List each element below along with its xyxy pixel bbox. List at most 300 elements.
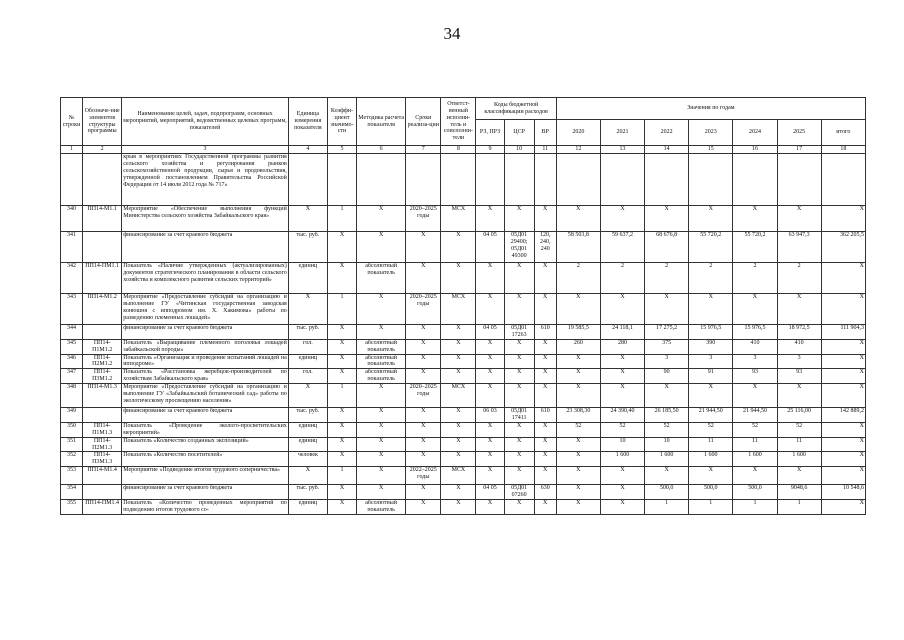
cell-value: 26 185,50 [645, 408, 689, 423]
cell-value: X [600, 485, 644, 500]
table-row [61, 354, 866, 369]
cell-value: 11 [733, 437, 777, 452]
cell-unit: единиц [288, 437, 327, 452]
cell-value: 55 720,2 [733, 232, 777, 263]
cell-value: 410 [733, 339, 777, 354]
cell-value: 52 [689, 422, 733, 437]
cell-value: 10 [645, 437, 689, 452]
cell-coef: X [327, 437, 356, 452]
cell-row-number: 347 [61, 369, 83, 384]
continuation-row [61, 154, 866, 206]
cell-coef: 1 [327, 206, 356, 232]
column-number: 4 [288, 146, 327, 154]
cell-coef: X [327, 263, 356, 294]
cell-method: абсолютный показатель [357, 369, 406, 384]
header-period: Сроки реализа-ции [406, 98, 441, 146]
cell-unit: единиц [288, 354, 327, 369]
column-number: 6 [357, 146, 406, 154]
cell-value: X [556, 485, 600, 500]
cell-total: X [821, 384, 865, 408]
column-number: 17 [777, 146, 821, 154]
column-numbers-row [61, 146, 866, 154]
cell-responsible: X [441, 339, 476, 354]
cell-csr: X [504, 294, 534, 325]
cell-unit: гол. [288, 339, 327, 354]
header-vr: ВР [534, 120, 556, 146]
cell-total: X [821, 437, 865, 452]
cell-name: Показатель «Выращивание племенного поголовья лошадей забайкальской породы» [123, 339, 287, 353]
cell-coef: X [327, 452, 356, 467]
cell-value: X [777, 384, 821, 408]
column-number: 14 [645, 146, 689, 154]
cell-value: 500,0 [733, 485, 777, 500]
cell-responsible: МСХ [441, 467, 476, 485]
column-number: 13 [600, 146, 644, 154]
cell-csr: X [504, 422, 534, 437]
table-row [61, 384, 866, 408]
cell-vr: X [534, 206, 556, 232]
cell-unit: единиц [288, 422, 327, 437]
cell-row-number: 352 [61, 452, 83, 467]
table-row [61, 437, 866, 452]
cell-value: 55 720,2 [689, 232, 733, 263]
cell-value: X [556, 467, 600, 485]
table-row [61, 500, 866, 515]
cell-vr: X [534, 354, 556, 369]
cell-unit: гол. [288, 369, 327, 384]
cell-coef: X [327, 369, 356, 384]
cell-value: 63 947,3 [777, 232, 821, 263]
cell-total: X [821, 422, 865, 437]
cell-designation: ПП14-П2М1.3 [83, 437, 122, 452]
cell-responsible: МСХ [441, 294, 476, 325]
cell-empty [504, 154, 534, 206]
cell-value: 17 275,2 [645, 325, 689, 340]
cell-value: 1 600 [689, 452, 733, 467]
cell-value: 2 [733, 263, 777, 294]
cell-method: X [357, 408, 406, 423]
cell-value: 91 [689, 369, 733, 384]
header-year: 2020 [556, 120, 600, 146]
column-number: 1 [61, 146, 83, 154]
cell-row-number: 353 [61, 467, 83, 485]
cell-responsible: X [441, 263, 476, 294]
cell-total: 142 889,2 [821, 408, 865, 423]
cell-rz: X [476, 263, 504, 294]
cell-method: X [357, 232, 406, 263]
table-row [61, 325, 866, 340]
column-number: 12 [556, 146, 600, 154]
cell-period: X [406, 408, 441, 423]
table-row [61, 232, 866, 263]
cell-coef: X [327, 354, 356, 369]
cell-value: X [556, 354, 600, 369]
cell-responsible: X [441, 354, 476, 369]
header-budget-codes: Коды бюджетной классификации расходов [476, 98, 556, 120]
table-header [61, 98, 866, 154]
cell-row-number: 344 [61, 325, 83, 340]
cell-rz: X [476, 500, 504, 515]
column-number: 7 [406, 146, 441, 154]
cell-method: X [357, 452, 406, 467]
cell-value: X [733, 206, 777, 232]
cell-designation: ПП14-П1М1.2 [83, 339, 122, 354]
cell-designation: ПП14-ПМ1.4 [83, 500, 122, 515]
cell-rz: 04 05 [476, 232, 504, 263]
cell-total: X [821, 500, 865, 515]
cell-row-number: 342 [61, 263, 83, 294]
cell-period: X [406, 263, 441, 294]
cell-value: X [600, 384, 644, 408]
header-year: 2022 [645, 120, 689, 146]
cell-csr: X [504, 206, 534, 232]
table-row [61, 422, 866, 437]
cell-value: 280 [600, 339, 644, 354]
cell-empty [534, 154, 556, 206]
cell-period: X [406, 325, 441, 340]
table-row [61, 485, 866, 500]
cell-rz: X [476, 206, 504, 232]
cell-value: X [777, 294, 821, 325]
cell-unit: X [288, 294, 327, 325]
cell-vr: 610 [534, 325, 556, 340]
cell-total: X [821, 263, 865, 294]
cell-value: 1 [733, 500, 777, 515]
cell-coef: X [327, 232, 356, 263]
cell-row-number: 354 [61, 485, 83, 500]
cell-name: финансирование за счет краевого бюджета [122, 325, 289, 340]
header-coef: Коэффи-циент значимо-сти [327, 98, 356, 146]
cell-csr: X [504, 452, 534, 467]
header-responsible: Ответст-венный исполни-тель и соисполни-тели [441, 98, 476, 146]
cell-csr: 05Д01 29400; 05Д01 49300 [504, 232, 534, 263]
cell-value: 390 [689, 339, 733, 354]
cell-name: Показатель «Организация и проведение испытаний лошадей на ипподроме» [123, 354, 287, 368]
cell-value: X [556, 437, 600, 452]
cell-total: X [821, 206, 865, 232]
cell-rz: X [476, 452, 504, 467]
cell-period: X [406, 354, 441, 369]
cell-name: Мероприятие «Обеспечение выполнения функций Министерства сельского хозяйства Забайкальского края» [122, 206, 289, 232]
cell-empty [600, 154, 644, 206]
table-row [61, 369, 866, 384]
cell-vr: X [534, 263, 556, 294]
cell-value: 52 [645, 422, 689, 437]
cell-total: 362 205,5 [821, 232, 865, 263]
cell-value: X [777, 467, 821, 485]
cell-value: X [600, 467, 644, 485]
cell-designation [83, 325, 122, 340]
cell-csr: X [504, 500, 534, 515]
cell-unit: тыс. руб. [288, 232, 327, 263]
cell-method: абсолютный показатель [357, 354, 406, 369]
cell-unit: X [288, 384, 327, 408]
header-designation: Обозначе-ние элементов структуры программы [83, 98, 122, 146]
cell-value: X [733, 384, 777, 408]
cell-value: 90 [645, 369, 689, 384]
cell-csr: X [504, 384, 534, 408]
cell-name: Показатель «Количество посетителей» [122, 452, 289, 467]
cell-value: 11 [689, 437, 733, 452]
cell-coef: X [327, 422, 356, 437]
cell-total: X [821, 452, 865, 467]
cell-responsible: МСХ [441, 384, 476, 408]
table-body [61, 154, 866, 515]
cell-rz: X [476, 422, 504, 437]
cell-coef: X [327, 408, 356, 423]
cell-vr: X [534, 369, 556, 384]
cell-value: X [600, 294, 644, 325]
column-number: 3 [122, 146, 289, 154]
cell-empty [327, 154, 356, 206]
cell-row-number: 340 [61, 206, 83, 232]
cell-name: Показатель «Количество созданных экспозиций» [122, 437, 289, 452]
cell-value: 15 976,5 [733, 325, 777, 340]
cell-value: 58 503,8 [556, 232, 600, 263]
cell-coef: X [327, 325, 356, 340]
cell-unit: тыс. руб. [288, 485, 327, 500]
cell-csr: X [504, 339, 534, 354]
cell-value: 500,0 [689, 485, 733, 500]
table-row [61, 452, 866, 467]
cell-value: 59 637,2 [600, 232, 644, 263]
column-number: 18 [821, 146, 865, 154]
cell-designation [83, 408, 122, 423]
cell-value: X [556, 369, 600, 384]
cell-value: 410 [777, 339, 821, 354]
cell-value: 21 944,50 [689, 408, 733, 423]
cell-name: Показатель «Проведение эколого-просветительских мероприятий» [123, 422, 287, 436]
cell-name: финансирование за счет краевого бюджета [122, 232, 289, 263]
cell-empty [777, 154, 821, 206]
cell-value: 1 [689, 500, 733, 515]
cell-vr: X [534, 452, 556, 467]
cell-row-number: 350 [61, 422, 83, 437]
cell-value: 93 [733, 369, 777, 384]
cell-method: X [357, 485, 406, 500]
cell-period: X [406, 500, 441, 515]
cell-value: X [689, 467, 733, 485]
cell-value: X [645, 384, 689, 408]
cell-csr: X [504, 467, 534, 485]
column-number: 11 [534, 146, 556, 154]
cell-designation: ПП14-П3М1.3 [83, 452, 122, 467]
cell-designation [83, 232, 122, 263]
cell-total: X [821, 467, 865, 485]
column-number: 5 [327, 146, 356, 154]
cell-row-number: 346 [61, 354, 83, 369]
cell-value: X [600, 500, 644, 515]
cell-designation: ПП14-М1.4 [83, 467, 122, 485]
cell-value: X [733, 294, 777, 325]
column-number: 2 [83, 146, 122, 154]
cell-method: абсолютный показатель [357, 263, 406, 294]
cell-designation [83, 485, 122, 500]
header-year: 2023 [689, 120, 733, 146]
cell-rz: 04 05 [476, 325, 504, 340]
cell-unit: тыс. руб. [288, 325, 327, 340]
cell-value: X [556, 294, 600, 325]
cell-designation: ПП14-ПМ1.1 [83, 263, 122, 294]
table-row [61, 408, 866, 423]
cell-value: 52 [733, 422, 777, 437]
header-year: 2024 [733, 120, 777, 146]
cell-empty [821, 154, 865, 206]
cell-empty [288, 154, 327, 206]
cell-designation: ПП14-П2М1.2 [83, 354, 122, 369]
column-number: 10 [504, 146, 534, 154]
cell-row-number: 355 [61, 500, 83, 515]
cell-value: 11 [777, 437, 821, 452]
cell-responsible: X [441, 325, 476, 340]
cell-row-number: 349 [61, 408, 83, 423]
cell-value: X [777, 206, 821, 232]
cell-value: 1 [777, 500, 821, 515]
cell-unit: X [288, 206, 327, 232]
cell-value: 9048,6 [777, 485, 821, 500]
cell-value: 19 585,5 [556, 325, 600, 340]
cell-empty [406, 154, 441, 206]
cell-rz: X [476, 339, 504, 354]
cell-period: X [406, 437, 441, 452]
table-row [61, 206, 866, 232]
cell-value: 500,0 [645, 485, 689, 500]
page-number: 34 [443, 24, 461, 43]
cell-method: X [357, 206, 406, 232]
cell-csr: X [504, 263, 534, 294]
cell-rz: X [476, 384, 504, 408]
cell-period: X [406, 485, 441, 500]
cell-empty [733, 154, 777, 206]
cell-coef: X [327, 485, 356, 500]
cell-rz: X [476, 467, 504, 485]
cell-period: X [406, 452, 441, 467]
cell-value: 21 944,50 [733, 408, 777, 423]
cell-period: X [406, 369, 441, 384]
table-row [61, 339, 866, 354]
cell-row-number: 351 [61, 437, 83, 452]
cell-value: 25 116,00 [777, 408, 821, 423]
cell-total: X [821, 339, 865, 354]
cell-value: X [645, 206, 689, 232]
cell-method: абсолютный показатель [357, 339, 406, 354]
cell-empty [556, 154, 600, 206]
cell-name: Мероприятие «Предоставление субсидий на организацию и выполнение ГУ «Забайкальский ботанический сад» работы по экологическому просвещению населения» [122, 384, 289, 408]
cell-method: X [357, 294, 406, 325]
cell-responsible: X [441, 500, 476, 515]
cell-responsible: МСХ [441, 206, 476, 232]
cell-method: X [357, 422, 406, 437]
cell-value: X [600, 354, 644, 369]
cell-csr: X [504, 369, 534, 384]
cell-method: X [357, 467, 406, 485]
cell-value: 3 [777, 354, 821, 369]
cell-name: Показатель «Наличие утвержденных (актуализированных) документов стратегического планирования в области сельского хозяйства и комплексного развития сельских территорий» [122, 263, 289, 294]
cell-rz: 04 05 [476, 485, 504, 500]
cell-value: 52 [777, 422, 821, 437]
cell-csr: 05Д01 17411 [504, 408, 534, 423]
cell-value: 260 [556, 339, 600, 354]
cell-vr: X [534, 467, 556, 485]
cell-designation: ПП14-П1М1.3 [83, 422, 122, 437]
cell-value: X [733, 467, 777, 485]
cell-value: 3 [645, 354, 689, 369]
cell-period: X [406, 339, 441, 354]
cell-vr: X [534, 437, 556, 452]
cell-value: 93 [777, 369, 821, 384]
cell-vr: X [534, 500, 556, 515]
continuation-text: крыя в мероприятиях Государственной программы развития сельского хозяйства и регулирования рынков сельскохозяйственной продукции, сырья и продовольствия, утвержденной постановлением Правительства Российской Федерации от 14 июля 2012 года № 717» [122, 154, 289, 206]
cell-value: 2 [645, 263, 689, 294]
cell-value: 375 [645, 339, 689, 354]
cell-responsible: X [441, 232, 476, 263]
header-values-by-year: Значения по годам [556, 98, 865, 120]
cell-designation: ПП14-М1.3 [83, 384, 122, 408]
cell-value: 52 [600, 422, 644, 437]
column-number: 9 [476, 146, 504, 154]
cell-value: 3 [733, 354, 777, 369]
cell-value: 2 [777, 263, 821, 294]
cell-rz: X [476, 354, 504, 369]
cell-responsible: X [441, 422, 476, 437]
cell-total: X [821, 294, 865, 325]
cell-value: 52 [556, 422, 600, 437]
cell-method: X [357, 437, 406, 452]
cell-value: 10 [600, 437, 644, 452]
cell-method: абсолютный показатель [357, 500, 406, 515]
cell-value: 2 [556, 263, 600, 294]
header-csr: ЦСР [504, 120, 534, 146]
cell-unit: единиц [288, 500, 327, 515]
column-number: 15 [689, 146, 733, 154]
cell-value: 1 600 [645, 452, 689, 467]
cell-row-number: 343 [61, 294, 83, 325]
cell-value: X [556, 384, 600, 408]
cell-csr: 05Д01 17263 [504, 325, 534, 340]
cell-csr: X [504, 354, 534, 369]
cell-empty [689, 154, 733, 206]
cell-value: X [556, 452, 600, 467]
cell-row-number: 341 [61, 232, 83, 263]
cell-coef: 1 [327, 384, 356, 408]
cell-vr: X [534, 294, 556, 325]
cell-name: Мероприятие «Предоставление субсидий на организацию и выполнение ГУ «Читинская государственная заводская конюшня с ипподромом им. Х. Хакимова» работы по разведению племенных лошадей» [122, 294, 289, 325]
cell-total: X [821, 354, 865, 369]
cell-responsible: X [441, 369, 476, 384]
header-year: 2021 [600, 120, 644, 146]
cell-value: 2 [600, 263, 644, 294]
cell-value: X [689, 384, 733, 408]
table-row [61, 263, 866, 294]
cell-row-number: 345 [61, 339, 83, 354]
cell-value: 18 972,5 [777, 325, 821, 340]
cell-vr: 120, 240, 240 [534, 232, 556, 263]
header-rz: РЗ, ПРЗ [476, 120, 504, 146]
cell-designation: ПП14-П3М1.2 [83, 369, 122, 384]
cell-vr: X [534, 422, 556, 437]
cell-value: X [645, 294, 689, 325]
cell-name: финансирование за счет краевого бюджета [122, 408, 289, 423]
header-no: № строки [61, 98, 83, 146]
header-year: 2025 [777, 120, 821, 146]
cell-name: финансирование за счет краевого бюджета [122, 485, 289, 500]
cell-period: X [406, 232, 441, 263]
cell-value: X [600, 369, 644, 384]
cell-method: X [357, 325, 406, 340]
cell-value: 1 600 [733, 452, 777, 467]
header-total: итого [821, 120, 865, 146]
cell-value: X [689, 294, 733, 325]
